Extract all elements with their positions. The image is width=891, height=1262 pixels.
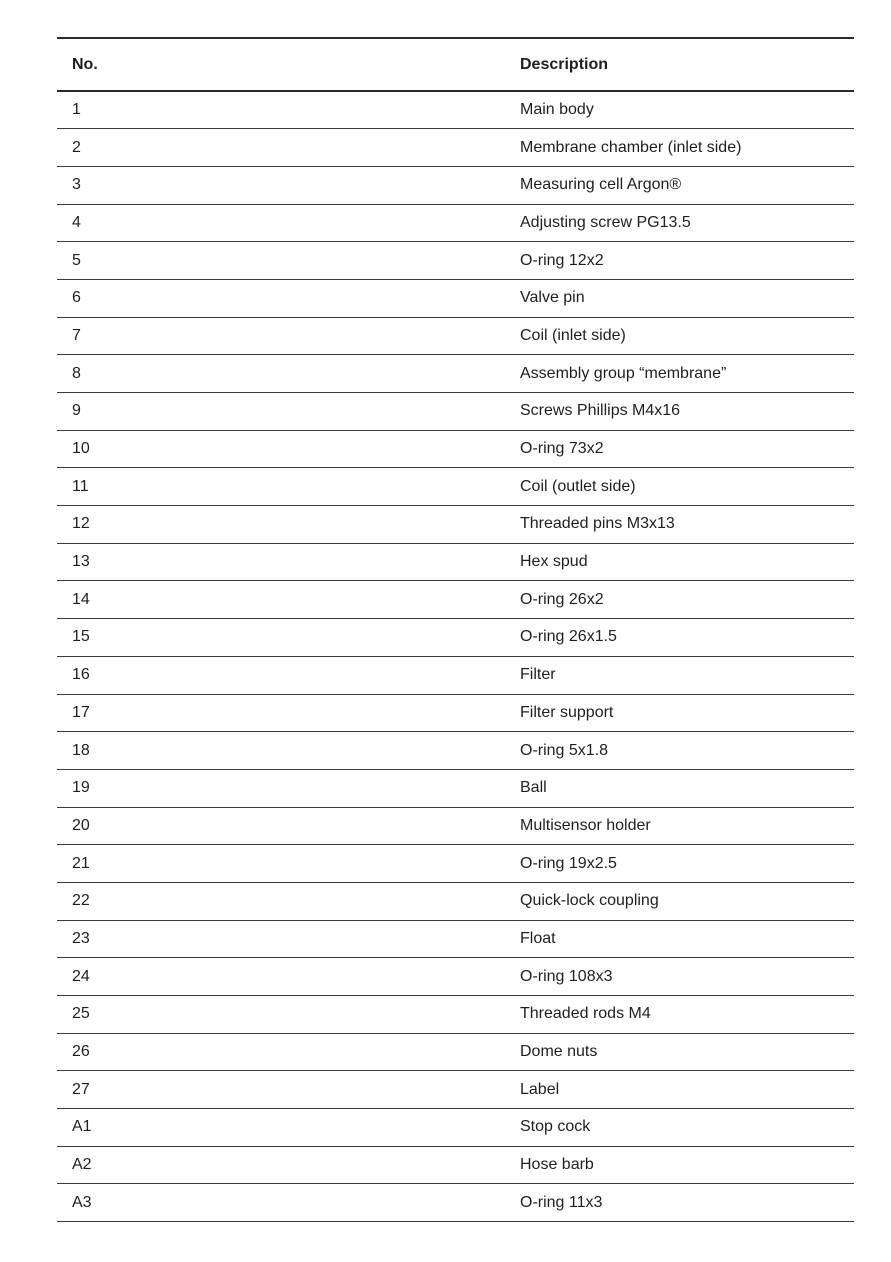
table-row — [57, 355, 854, 393]
part-description-cell: O-ring 26x2 — [520, 590, 604, 608]
part-description-cell: Filter support — [520, 703, 614, 721]
part-number-cell: 23 — [72, 929, 90, 947]
part-description-cell: O-ring 73x2 — [520, 440, 604, 458]
table-row — [57, 166, 854, 204]
part-number-cell: 20 — [72, 816, 90, 834]
part-number-cell: 17 — [72, 703, 90, 721]
table-row — [57, 656, 854, 694]
table-row — [57, 1033, 854, 1071]
part-number-cell: 2 — [72, 138, 81, 156]
table-row — [57, 279, 854, 317]
part-number-cell: 4 — [72, 213, 81, 231]
part-description-cell: Stop cock — [520, 1118, 591, 1136]
part-number-cell: A2 — [72, 1156, 92, 1174]
part-number-cell: 19 — [72, 779, 90, 797]
table-row — [57, 694, 854, 732]
part-description-cell: O-ring 11x3 — [520, 1193, 603, 1211]
part-description-cell: Threaded rods M4 — [520, 1005, 651, 1023]
table-row — [57, 732, 854, 770]
part-number-cell: 1 — [72, 101, 81, 119]
part-description-cell: Measuring cell Argon® — [520, 176, 682, 194]
header-description: Description — [520, 55, 609, 73]
table-row — [57, 506, 854, 544]
part-number-cell: 16 — [72, 666, 90, 684]
table-row — [57, 958, 854, 996]
part-description-cell: Dome nuts — [520, 1043, 598, 1061]
part-description-cell: Filter — [520, 666, 556, 684]
table-row — [57, 769, 854, 807]
part-number-cell: 11 — [72, 477, 89, 495]
table-row — [57, 807, 854, 845]
table-row — [57, 1109, 854, 1147]
part-number-cell: 27 — [72, 1080, 90, 1098]
part-number-cell: 8 — [72, 364, 81, 382]
part-description-cell: Hex spud — [520, 553, 588, 571]
table-row — [57, 317, 854, 355]
part-description-cell: Main body — [520, 101, 594, 119]
part-number-cell: 24 — [72, 967, 90, 985]
part-description-cell: Threaded pins M3x13 — [520, 515, 675, 533]
part-description-cell: O-ring 19x2.5 — [520, 854, 617, 872]
part-number-cell: 15 — [72, 628, 90, 646]
part-number-cell: 18 — [72, 741, 90, 759]
table-row — [57, 242, 854, 280]
table-header — [57, 38, 854, 91]
table-row — [57, 882, 854, 920]
table-row — [57, 204, 854, 242]
table-row — [57, 91, 854, 129]
table-row — [57, 581, 854, 619]
table-row — [57, 543, 854, 581]
table-row — [57, 468, 854, 506]
header-no: No. — [72, 55, 98, 73]
part-number-cell: 10 — [72, 440, 90, 458]
part-description-cell: Screws Phillips M4x16 — [520, 402, 681, 420]
part-number-cell: 21 — [72, 854, 90, 872]
part-description-cell: Adjusting screw PG13.5 — [520, 213, 691, 231]
table-row — [57, 393, 854, 431]
table-row — [57, 920, 854, 958]
part-number-cell: A1 — [72, 1118, 92, 1136]
part-number-cell: 25 — [72, 1005, 90, 1023]
table-row — [57, 845, 854, 883]
part-number-cell: 5 — [72, 251, 81, 269]
header-row — [57, 38, 854, 91]
table-row — [57, 430, 854, 468]
part-number-cell: 13 — [72, 553, 90, 571]
part-number-cell: 9 — [72, 402, 81, 420]
part-description-cell: Membrane chamber (inlet side) — [520, 138, 742, 156]
part-description-cell: Valve pin — [520, 289, 585, 307]
table-row — [57, 1071, 854, 1109]
part-description-cell: O-ring 5x1.8 — [520, 741, 609, 759]
part-description-cell: Ball — [520, 779, 547, 797]
table-row — [57, 1146, 854, 1184]
table-row — [57, 996, 854, 1034]
part-number-cell: A3 — [72, 1193, 92, 1211]
part-description-cell: Coil (outlet side) — [520, 477, 636, 495]
part-number-cell: 6 — [72, 289, 81, 307]
part-number-cell: 12 — [72, 515, 90, 533]
part-description-cell: Multisensor holder — [520, 816, 651, 834]
parts-table — [57, 37, 854, 1222]
part-description-cell: Hose barb — [520, 1156, 594, 1174]
table-body — [57, 91, 854, 1222]
part-description-cell: Float — [520, 929, 556, 947]
part-number-cell: 14 — [72, 590, 90, 608]
part-description-cell: Quick-lock coupling — [520, 892, 659, 910]
part-description-cell: O-ring 108x3 — [520, 967, 613, 985]
part-number-cell: 26 — [72, 1043, 90, 1061]
part-description-cell: Label — [520, 1080, 560, 1098]
table-row — [57, 129, 854, 167]
part-description-cell: Assembly group “membrane” — [520, 364, 727, 382]
table-row — [57, 1184, 854, 1222]
part-number-cell: 3 — [72, 176, 81, 194]
part-description-cell: O-ring 12x2 — [520, 251, 604, 269]
part-description-cell: Coil (inlet side) — [520, 326, 626, 344]
part-number-cell: 22 — [72, 892, 90, 910]
part-number-cell: 7 — [72, 326, 81, 344]
table-row — [57, 619, 854, 657]
part-description-cell: O-ring 26x1.5 — [520, 628, 617, 646]
